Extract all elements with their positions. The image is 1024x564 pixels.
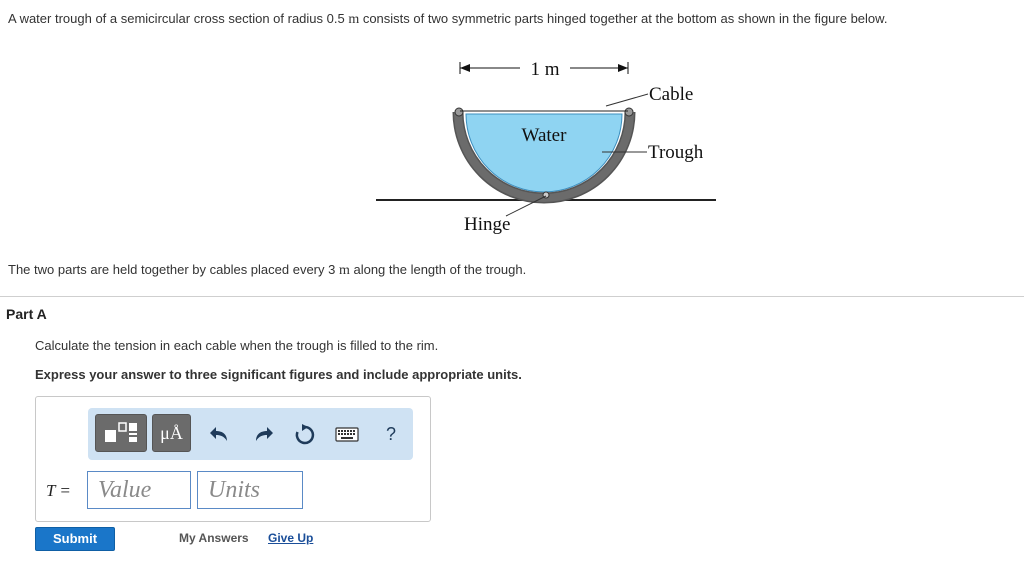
intro-unit: m	[348, 12, 360, 27]
cable-label: Cable	[649, 84, 694, 105]
reset-button[interactable]	[292, 422, 318, 446]
intro-text-2: consists of two symmetric parts hinged together at the bottom as shown in the figure below.	[359, 11, 888, 26]
answer-variable	[46, 481, 71, 501]
cable-leader	[606, 94, 648, 106]
water-label: Water	[521, 125, 567, 146]
my-answers-link[interactable]: My Answers	[179, 531, 249, 545]
cables-text	[8, 262, 526, 279]
left-pin	[455, 108, 463, 116]
right-pin	[625, 108, 633, 116]
symbols-label: μÅ	[160, 422, 183, 443]
redo-button[interactable]	[250, 422, 276, 446]
trough-label: Trough	[648, 142, 704, 163]
keyboard-button[interactable]	[334, 422, 360, 446]
submit-button[interactable]: Submit	[35, 527, 115, 551]
templates-icon	[101, 420, 141, 446]
intro-text-1: A water trough of a semicircular cross section of radius 0.5	[8, 11, 349, 26]
dimension-label: 1 m	[530, 59, 560, 80]
reset-icon	[292, 422, 318, 446]
part-a-title: Part A	[6, 306, 47, 322]
cables-unit: m	[338, 263, 350, 278]
keyboard-icon	[334, 422, 360, 446]
part-a-instruction: Express your answer to three significant figures and include appropriate units.	[35, 367, 522, 382]
cables-text-1: The two parts are held together by cables placed every 3	[8, 262, 339, 277]
trough-figure	[360, 48, 740, 238]
undo-button[interactable]	[207, 422, 233, 446]
cables-text-2: along the length of the trough.	[349, 262, 527, 277]
hinge-label: Hinge	[464, 214, 511, 235]
templates-button[interactable]	[95, 414, 147, 452]
symbols-button[interactable]	[152, 414, 191, 452]
undo-icon	[207, 422, 233, 446]
units-input[interactable]: Units	[197, 471, 303, 509]
help-label: ?	[385, 424, 396, 444]
problem-intro	[8, 11, 887, 28]
variable-label: T =	[46, 481, 71, 500]
help-button[interactable]	[378, 422, 404, 446]
section-divider	[0, 296, 1024, 297]
value-input[interactable]: Value	[87, 471, 191, 509]
give-up-link[interactable]: Give Up	[268, 531, 314, 545]
redo-icon	[250, 422, 276, 446]
part-a-question: Calculate the tension in each cable when the trough is filled to the rim.	[35, 338, 439, 353]
